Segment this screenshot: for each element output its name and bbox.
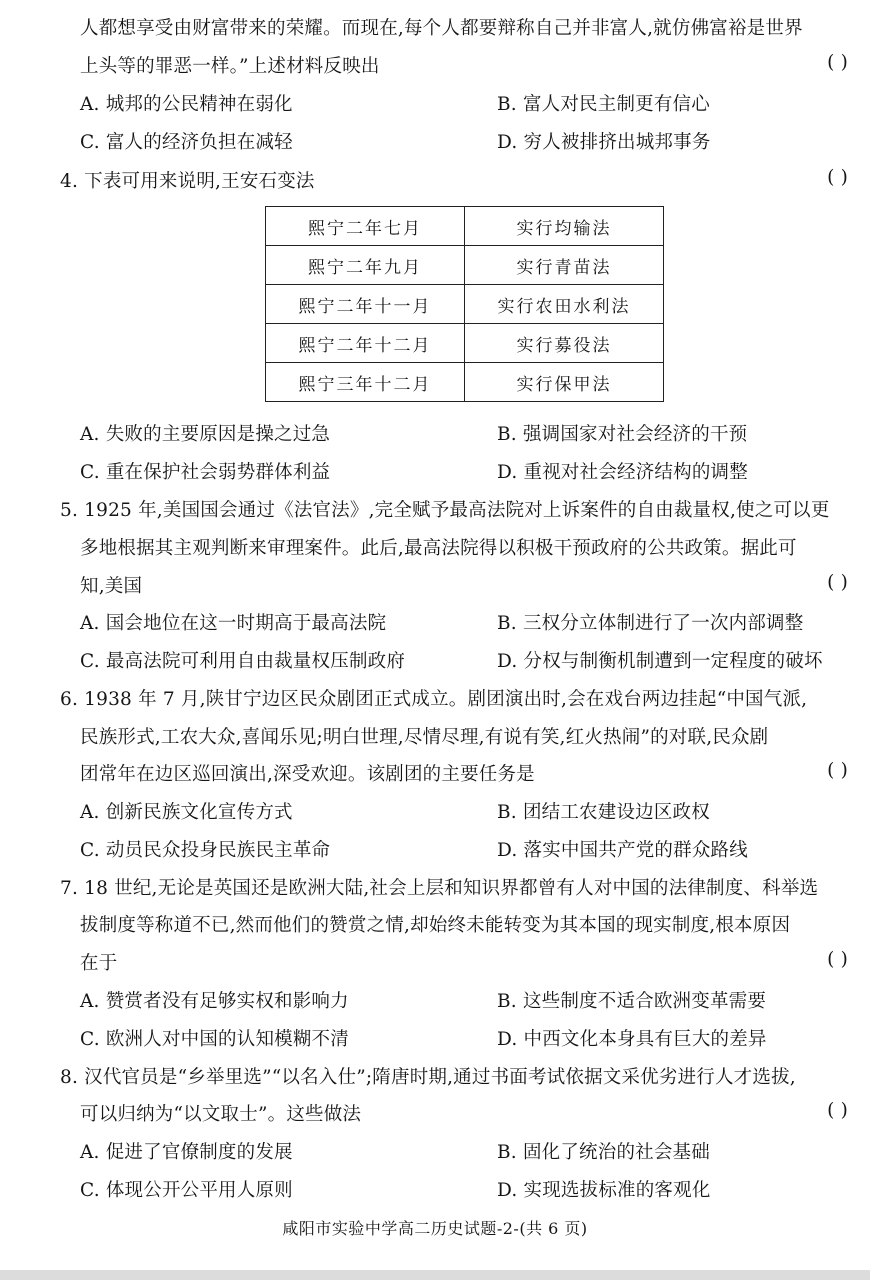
q4-option-a: A. 失败的主要原因是操之过急 — [80, 424, 331, 445]
table-row — [266, 363, 664, 402]
q5-option-b: B. 三权分立体制进行了一次内部调整 — [497, 613, 804, 634]
q6-option-c: C. 动员民众投身民族民主革命 — [80, 840, 331, 861]
q7-option-d: D. 中西文化本身具有巨大的差异 — [497, 1029, 767, 1050]
q6-option-b: B. 团结工农建设边区政权 — [497, 802, 710, 823]
answer-paren: ( ) — [827, 167, 848, 188]
reform-timeline-table — [265, 206, 664, 402]
q3-option-c: C. 富人的经济负担在减轻 — [80, 132, 293, 153]
table-cell-date: 熙宁三年十二月 — [266, 363, 465, 402]
table-cell-measure: 实行农田水利法 — [465, 285, 664, 324]
table-row — [266, 285, 664, 324]
table-row — [266, 324, 664, 363]
answer-paren: ( ) — [827, 572, 848, 593]
q4-stem: 4. 下表可用来说明,王安石变法 — [60, 171, 315, 192]
q3-option-d: D. 穷人被排挤出城邦事务 — [497, 132, 711, 153]
q5-stem-line3: 知,美国 — [80, 576, 143, 597]
q5-stem-line1: 5. 1925 年,美国国会通过《法官法》,完全赋予最高法院对上诉案件的自由裁量权,使之可以更 — [60, 500, 830, 521]
q6-stem-line2: 民族形式,工农大众,喜闻乐见;明白世理,尽情尽理,有说有笑,红火热闹”的对联,民众剧 — [80, 727, 769, 748]
q6-option-d: D. 落实中国共产党的群众路线 — [497, 840, 748, 861]
table-cell-measure: 实行保甲法 — [465, 363, 664, 402]
page-footer: 咸阳市实验中学高二历史试题-2-(共 6 页) — [282, 1219, 588, 1238]
q3-stem-line1: 人都想享受由财富带来的荣耀。而现在,每个人都要辩称自己并非富人,就仿佛富裕是世界 — [80, 18, 803, 39]
q3-option-b: B. 富人对民主制更有信心 — [497, 94, 710, 115]
q8-option-a: A. 促进了官僚制度的发展 — [80, 1142, 293, 1163]
q5-option-d: D. 分权与制衡机制遭到一定程度的破坏 — [497, 651, 823, 672]
table-cell-date: 熙宁二年十二月 — [266, 324, 465, 363]
table-row — [266, 207, 664, 246]
q3-stem-line2: 上头等的罪恶一样。”上述材料反映出 — [80, 56, 380, 77]
table-cell-date: 熙宁二年九月 — [266, 246, 465, 285]
q7-stem-line1: 7. 18 世纪,无论是英国还是欧洲大陆,社会上层和知识界都曾有人对中国的法律制度、科举选 — [60, 878, 819, 899]
table-cell-date: 熙宁二年七月 — [266, 207, 465, 246]
q7-stem-line2: 拔制度等称道不已,然而他们的赞赏之情,却始终未能转变为其本国的现实制度,根本原因 — [80, 915, 791, 936]
q5-option-a: A. 国会地位在这一时期高于最高法院 — [80, 613, 387, 634]
q3-option-a: A. 城邦的公民精神在弱化 — [80, 94, 293, 115]
table-cell-date: 熙宁二年十一月 — [266, 285, 465, 324]
q7-stem-line3: 在于 — [80, 953, 118, 974]
q4-option-b: B. 强调国家对社会经济的干预 — [497, 424, 748, 445]
q7-option-c: C. 欧洲人对中国的认知模糊不清 — [80, 1029, 349, 1050]
table-cell-measure: 实行均输法 — [465, 207, 664, 246]
q6-stem-line3: 团常年在边区巡回演出,深受欢迎。该剧团的主要任务是 — [80, 764, 535, 785]
q8-option-d: D. 实现选拔标准的客观化 — [497, 1180, 711, 1201]
table-cell-measure: 实行募役法 — [465, 324, 664, 363]
q8-stem-line2: 可以归纳为“以文取士”。这些做法 — [80, 1104, 362, 1125]
q7-option-a: A. 赞赏者没有足够实权和影响力 — [80, 991, 349, 1012]
table-cell-measure: 实行青苗法 — [465, 246, 664, 285]
q5-option-c: C. 最高法院可利用自由裁量权压制政府 — [80, 651, 406, 672]
q8-stem-line1: 8. 汉代官员是“乡举里选”“以名入仕”;隋唐时期,通过书面考试依据文采优劣进行人才选拔, — [60, 1067, 796, 1088]
table-row — [266, 246, 664, 285]
answer-paren: ( ) — [827, 1100, 848, 1121]
bottom-edge — [0, 1270, 870, 1280]
q8-option-c: C. 体现公开公平用人原则 — [80, 1180, 293, 1201]
q4-option-c: C. 重在保护社会弱势群体利益 — [80, 462, 331, 483]
answer-paren: ( ) — [827, 760, 848, 781]
q6-stem-line1: 6. 1938 年 7 月,陕甘宁边区民众剧团正式成立。剧团演出时,会在戏台两边挂起“中国气派, — [60, 689, 808, 710]
answer-paren: ( ) — [827, 52, 848, 73]
q7-option-b: B. 这些制度不适合欧洲变革需要 — [497, 991, 767, 1012]
q4-option-d: D. 重视对社会经济结构的调整 — [497, 462, 748, 483]
q6-option-a: A. 创新民族文化宣传方式 — [80, 802, 293, 823]
q5-stem-line2: 多地根据其主观判断来审理案件。此后,最高法院得以积极干预政府的公共政策。据此可 — [80, 538, 797, 559]
answer-paren: ( ) — [827, 949, 848, 970]
q8-option-b: B. 固化了统治的社会基础 — [497, 1142, 710, 1163]
